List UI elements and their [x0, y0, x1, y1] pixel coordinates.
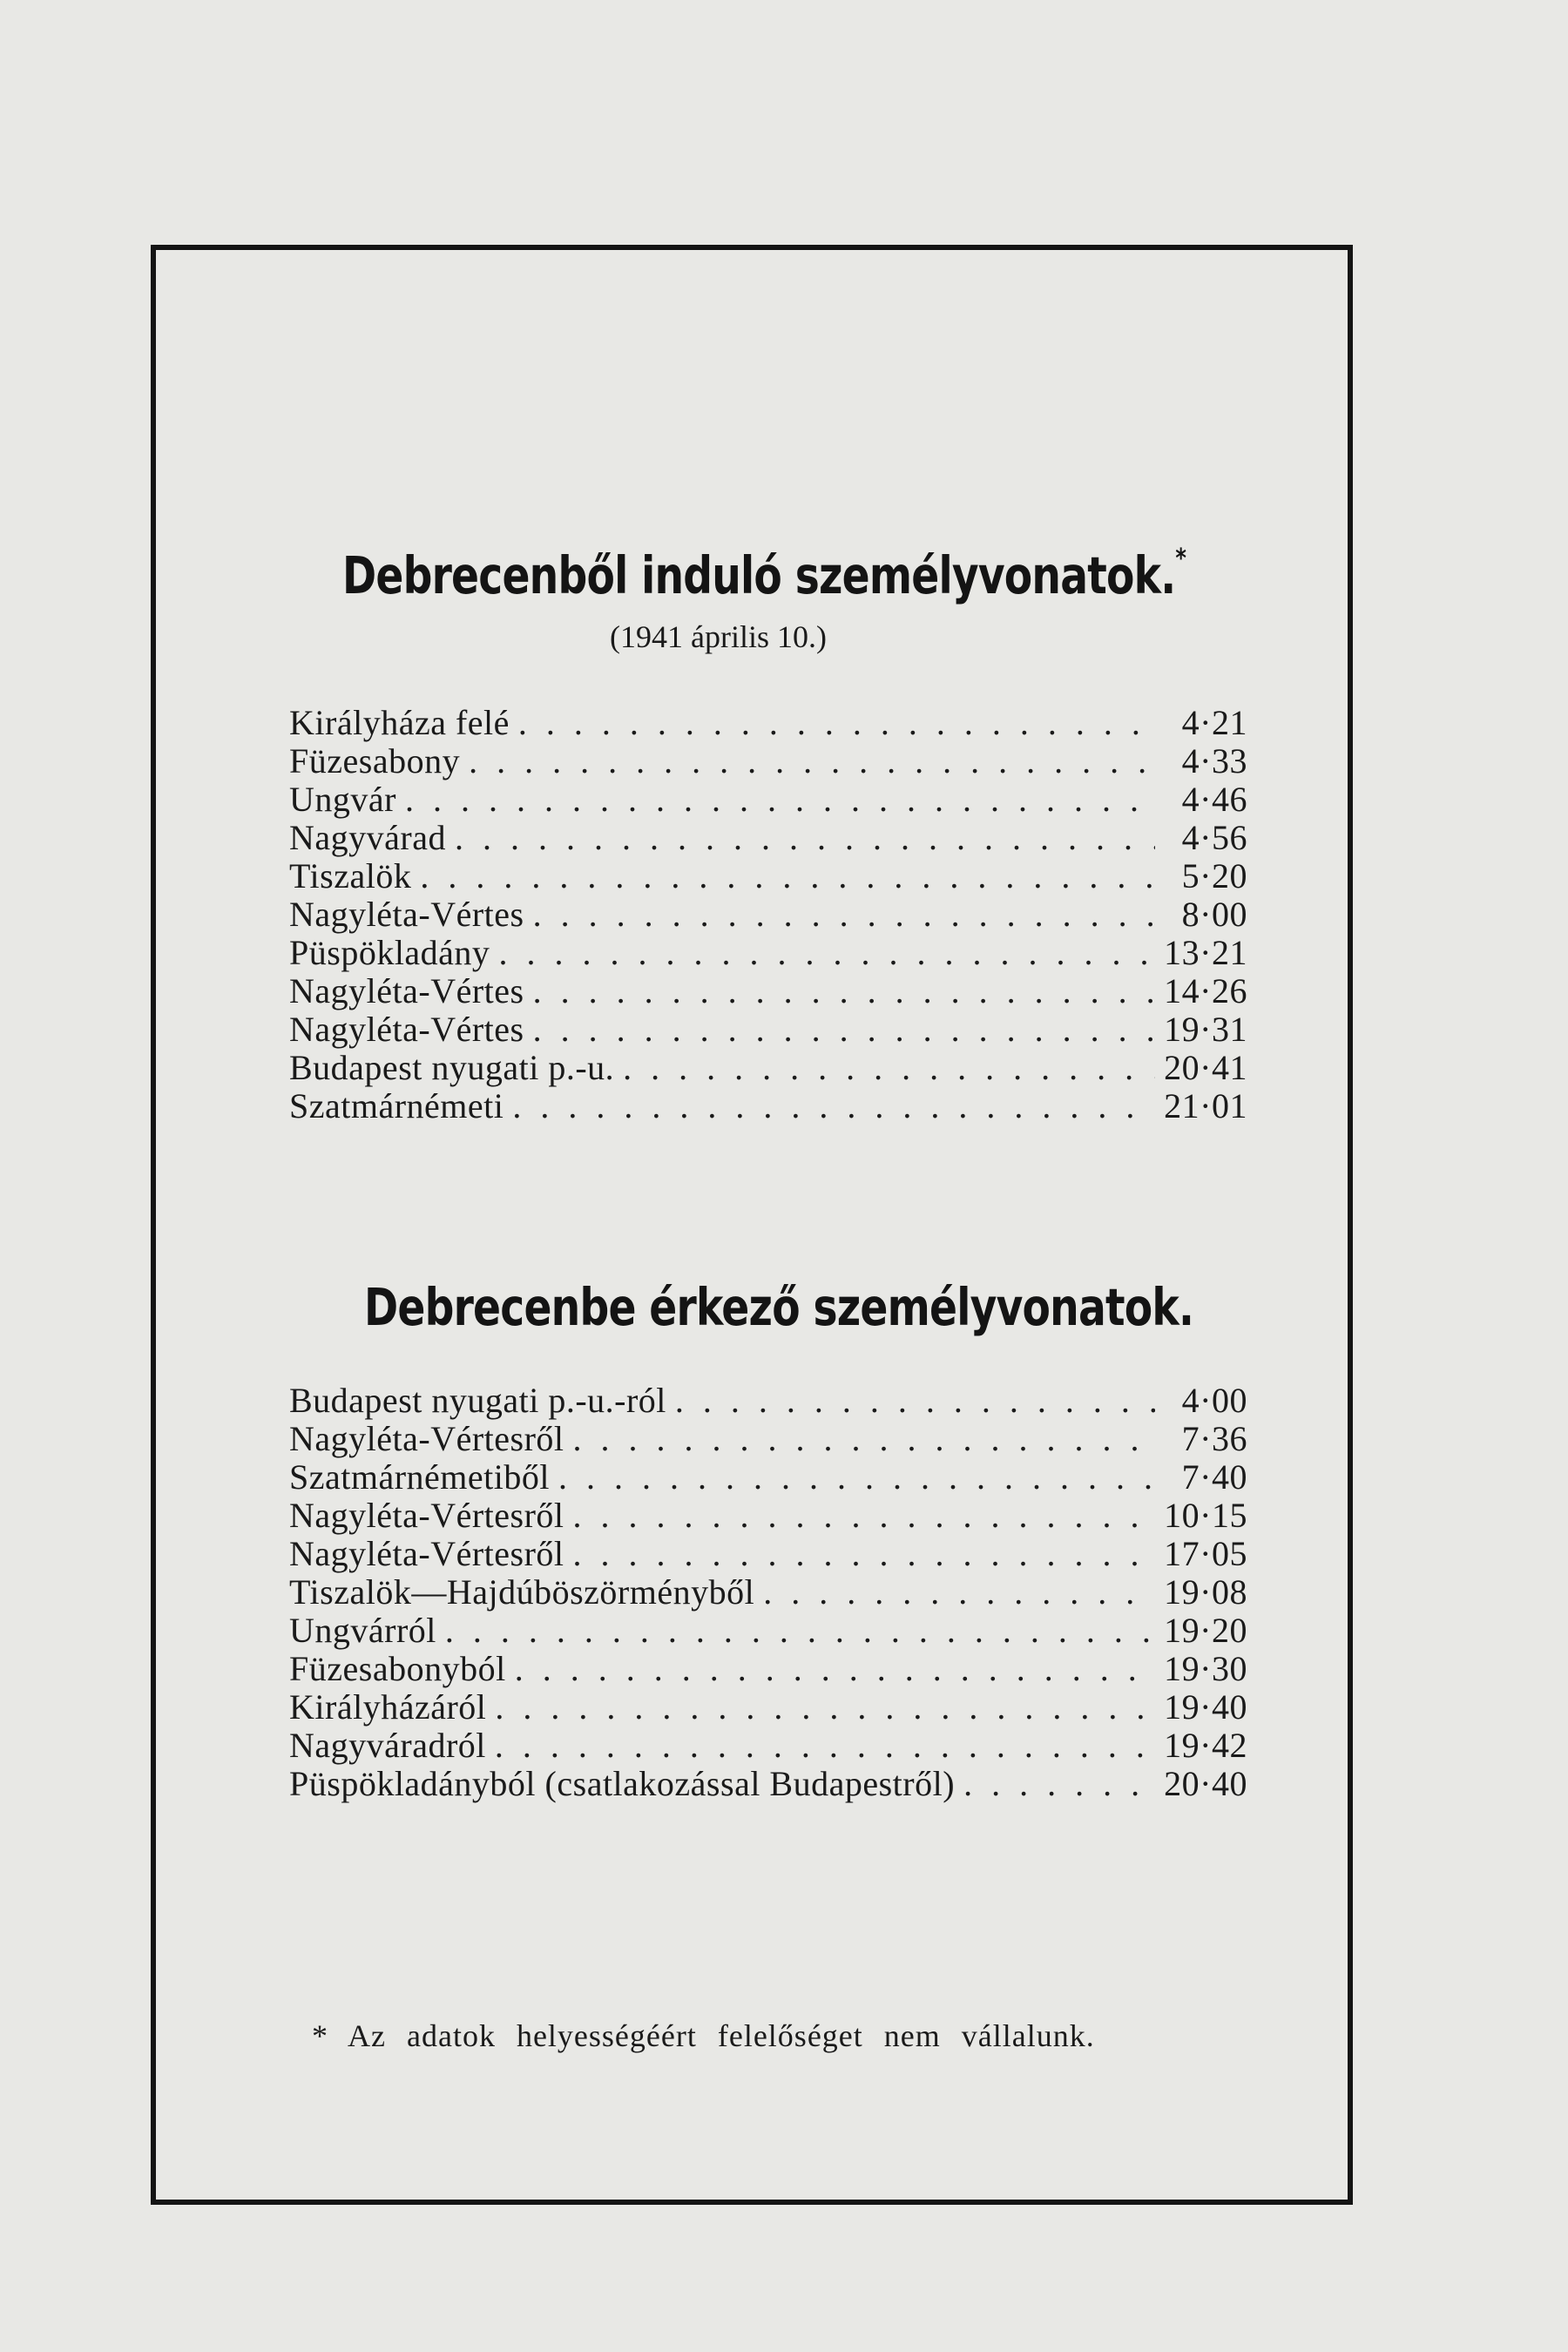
- departure-row: [289, 896, 1247, 934]
- departure-destination: Nagyléta-Vértes: [289, 1010, 524, 1049]
- departure-time: 4·46: [1181, 780, 1247, 819]
- dot-leader: [963, 1765, 1155, 1803]
- departures-list: [289, 704, 1247, 1125]
- arrival-time: 10·15: [1164, 1496, 1247, 1535]
- dot-leader: [420, 857, 1155, 896]
- arrival-time: 7·36: [1181, 1419, 1247, 1458]
- arrival-origin: Nagyléta-Vértesről: [289, 1496, 564, 1535]
- departure-time: 4·56: [1181, 818, 1247, 857]
- arrival-row: [289, 1420, 1247, 1458]
- arrival-origin: Szatmárnémetiből: [289, 1457, 551, 1497]
- dot-leader: [515, 1650, 1155, 1688]
- departure-row: [289, 1049, 1247, 1087]
- arrival-time: 4·00: [1181, 1381, 1247, 1420]
- dot-leader: [623, 1049, 1155, 1087]
- dot-leader: [763, 1573, 1155, 1612]
- arrival-row: [289, 1458, 1247, 1497]
- arrival-origin: Nagyléta-Vértesről: [289, 1534, 564, 1573]
- arrival-row: [289, 1650, 1247, 1688]
- departure-time: 14·26: [1164, 971, 1247, 1010]
- dot-leader: [533, 972, 1155, 1010]
- arrival-origin: Budapest nyugati p.-u.-ról: [289, 1381, 666, 1420]
- dot-leader: [495, 1727, 1155, 1765]
- departure-row: [289, 934, 1247, 972]
- arrival-time: 20·40: [1164, 1764, 1247, 1803]
- departures-heading: [342, 544, 1186, 605]
- arrivals-heading: [364, 1277, 1193, 1337]
- arrival-row: [289, 1765, 1247, 1803]
- dot-leader: [469, 742, 1155, 781]
- arrival-origin: Ungvárról: [289, 1611, 436, 1650]
- departure-time: 4·21: [1181, 703, 1247, 742]
- departure-row: [289, 1087, 1247, 1125]
- dot-leader: [573, 1497, 1155, 1535]
- dot-leader: [573, 1535, 1155, 1573]
- footnote-marker: *: [1175, 544, 1186, 574]
- departure-destination: Tiszalök: [289, 856, 412, 896]
- departure-row: [289, 819, 1247, 857]
- page-border-frame: [151, 245, 1353, 2205]
- departure-destination: Királyháza felé: [289, 703, 510, 742]
- arrival-origin: Nagyléta-Vértesről: [289, 1419, 564, 1458]
- departure-destination: Püspökladány: [289, 933, 490, 972]
- dot-leader: [533, 1010, 1155, 1049]
- arrival-origin: Püspökladányból (csatlakozással Budapestről): [289, 1764, 956, 1803]
- departure-row: [289, 857, 1247, 896]
- arrival-row: [289, 1535, 1247, 1573]
- dot-leader: [675, 1382, 1155, 1420]
- departure-time: 4·33: [1181, 741, 1247, 781]
- arrival-row: [289, 1382, 1247, 1420]
- departure-destination: Szatmárnémeti: [289, 1086, 504, 1125]
- arrival-time: 7·40: [1181, 1457, 1247, 1497]
- arrivals-title: Debrecenbe érkező személyvonatok.: [364, 1277, 1194, 1337]
- departure-destination: Nagyvárad: [289, 818, 446, 857]
- dot-leader: [573, 1420, 1155, 1458]
- arrival-row: [289, 1688, 1247, 1727]
- dot-leader: [495, 1688, 1155, 1727]
- departure-destination: Nagyléta-Vértes: [289, 971, 524, 1010]
- departure-row: [289, 742, 1247, 781]
- departure-time: 5·20: [1181, 856, 1247, 896]
- arrival-row: [289, 1612, 1247, 1650]
- timetable-date: (1941 április 10.): [610, 619, 827, 654]
- departure-time: 20·41: [1164, 1048, 1247, 1087]
- departure-time: 8·00: [1181, 895, 1247, 934]
- arrival-origin: Nagyváradról: [289, 1726, 486, 1765]
- dot-leader: [455, 819, 1155, 857]
- dot-leader: [498, 934, 1155, 972]
- arrival-time: 19·30: [1164, 1649, 1247, 1688]
- departure-destination: Budapest nyugati p.-u.: [289, 1048, 615, 1087]
- departure-time: 21·01: [1164, 1086, 1247, 1125]
- arrival-time: 17·05: [1164, 1534, 1247, 1573]
- dot-leader: [518, 704, 1155, 742]
- arrival-time: 19·42: [1164, 1726, 1247, 1765]
- arrival-time: 19·20: [1164, 1611, 1247, 1650]
- departure-destination: Ungvár: [289, 780, 396, 819]
- arrival-origin: Királyházáról: [289, 1687, 487, 1727]
- departure-row: [289, 781, 1247, 819]
- departure-time: 13·21: [1164, 933, 1247, 972]
- dot-leader: [533, 896, 1155, 934]
- dot-leader: [405, 781, 1155, 819]
- disclaimer-footnote: * Az adatok helyességéért felelőséget nem vállalunk.: [312, 2018, 1095, 2053]
- dot-leader: [512, 1087, 1155, 1125]
- arrival-origin: Füzesabonyból: [289, 1649, 506, 1688]
- departures-title: Debrecenből induló személyvonatok.: [342, 545, 1176, 605]
- arrival-time: 19·40: [1164, 1687, 1247, 1727]
- departure-row: [289, 972, 1247, 1010]
- dot-leader: [558, 1458, 1155, 1497]
- departure-row: [289, 1010, 1247, 1049]
- departure-time: 19·31: [1164, 1010, 1247, 1049]
- arrival-time: 19·08: [1164, 1572, 1247, 1612]
- arrival-row: [289, 1497, 1247, 1535]
- departure-destination: Füzesabony: [289, 741, 461, 781]
- dot-leader: [445, 1612, 1155, 1650]
- departure-row: [289, 704, 1247, 742]
- arrivals-list: [289, 1382, 1247, 1803]
- arrival-origin: Tiszalök—Hajdúböszörményből: [289, 1572, 755, 1612]
- departure-destination: Nagyléta-Vértes: [289, 895, 524, 934]
- arrival-row: [289, 1573, 1247, 1612]
- arrival-row: [289, 1727, 1247, 1765]
